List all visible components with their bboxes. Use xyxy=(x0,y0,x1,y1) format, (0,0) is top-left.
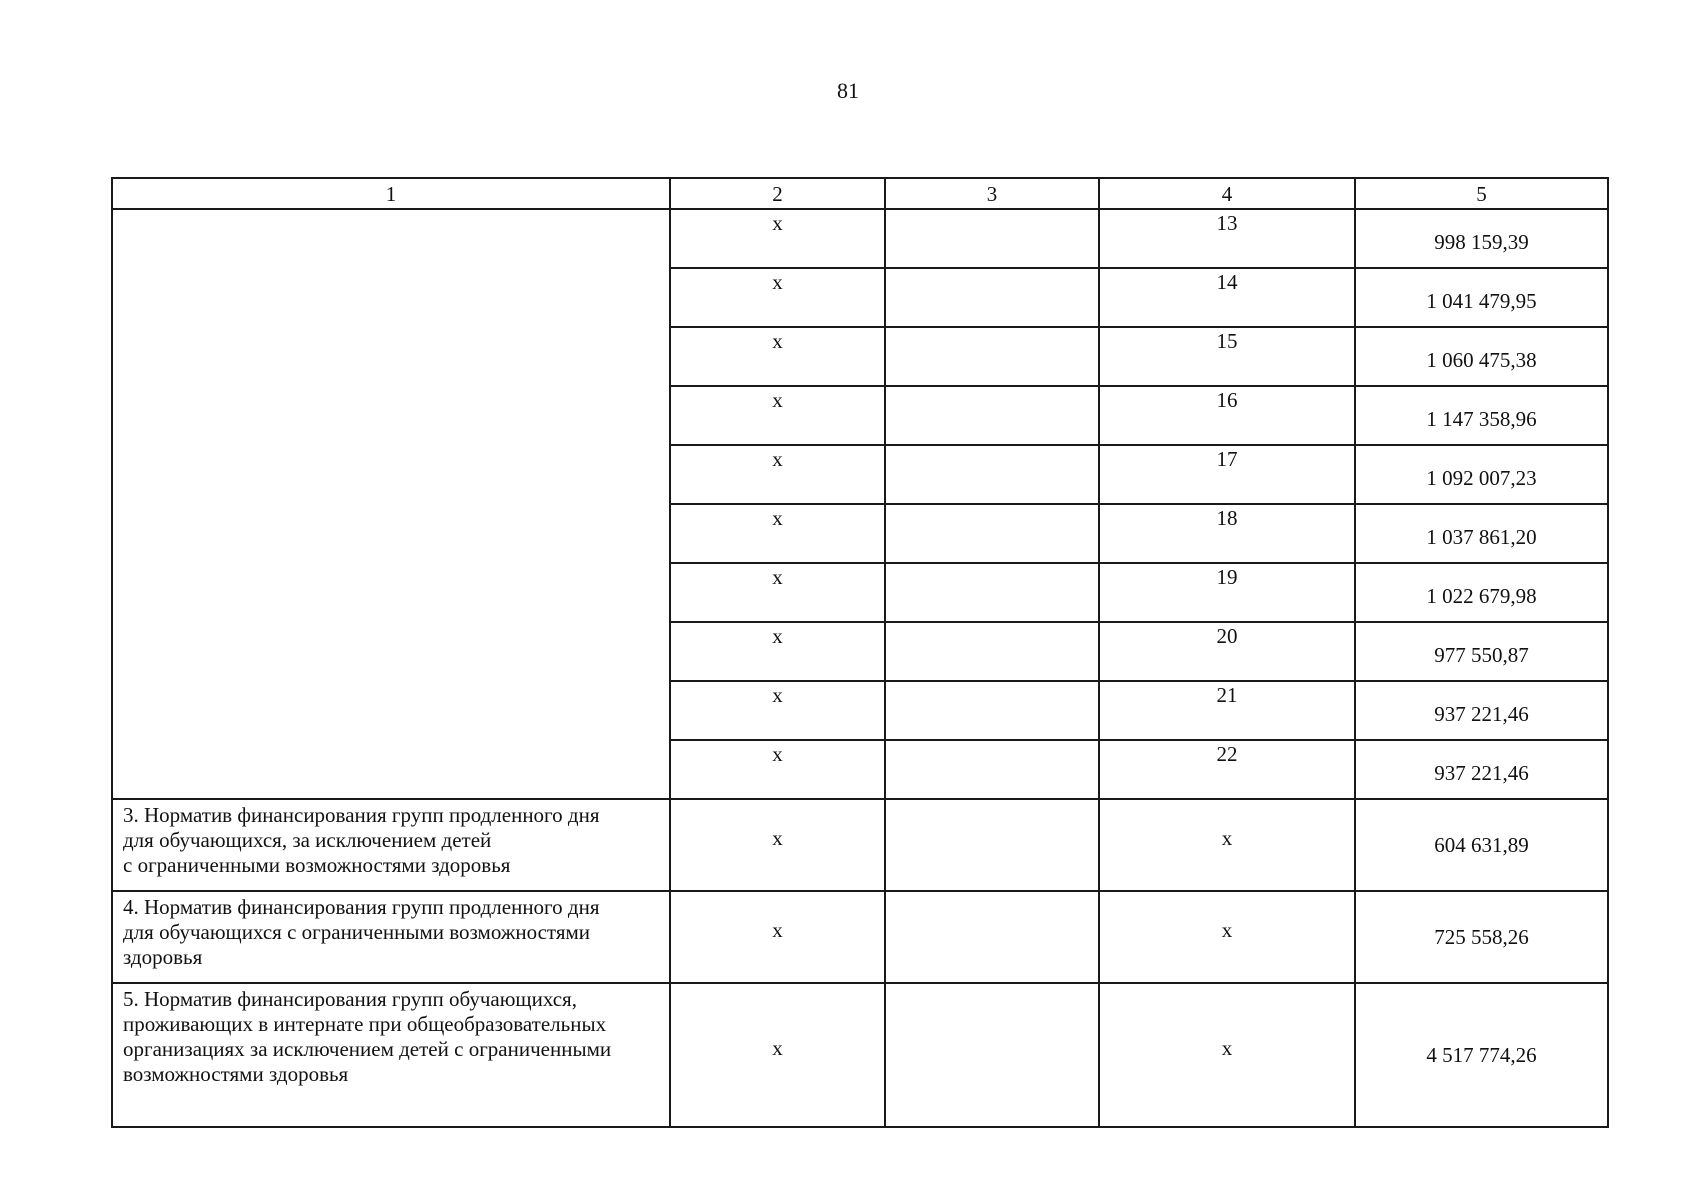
cell-col-2: х xyxy=(670,327,885,386)
cell-col-4: х xyxy=(1099,799,1355,891)
cell-col-5: 725 558,26 xyxy=(1355,891,1608,983)
cell-col-4: 17 xyxy=(1099,445,1355,504)
header-col-5: 5 xyxy=(1355,178,1608,209)
cell-col-3 xyxy=(885,386,1099,445)
cell-col-4: 19 xyxy=(1099,563,1355,622)
cell-col-3 xyxy=(885,891,1099,983)
norm-3-label xyxy=(112,799,670,891)
label-line: 3. Норматив финансирования групп продленного дня xyxy=(123,803,600,827)
label-line: 4. Норматив финансирования групп продленного дня xyxy=(123,895,600,919)
cell-col-4: 21 xyxy=(1099,681,1355,740)
cell-col-4: 16 xyxy=(1099,386,1355,445)
label-line: 5. Норматив финансирования групп обучающихся, xyxy=(123,987,577,1011)
cell-col-5: 1 041 479,95 xyxy=(1355,268,1608,327)
cell-col-3 xyxy=(885,504,1099,563)
cell-col-4: х xyxy=(1099,983,1355,1127)
cell-col-5: 4 517 774,26 xyxy=(1355,983,1608,1127)
cell-col-4: 14 xyxy=(1099,268,1355,327)
cell-col-2: х xyxy=(670,799,885,891)
cell-col-3 xyxy=(885,563,1099,622)
cell-col-2: х xyxy=(670,504,885,563)
header-col-3: 3 xyxy=(885,178,1099,209)
cell-col-5: 937 221,46 xyxy=(1355,681,1608,740)
norm-5-label xyxy=(112,983,670,1127)
cell-col-5: 977 550,87 xyxy=(1355,622,1608,681)
cell-col-3 xyxy=(885,209,1099,268)
cell-col-5: 604 631,89 xyxy=(1355,799,1608,891)
cell-col-5: 937 221,46 xyxy=(1355,740,1608,799)
cell-col-5: 1 060 475,38 xyxy=(1355,327,1608,386)
header-row xyxy=(112,178,1608,209)
cell-col-3 xyxy=(885,445,1099,504)
label-line: возможностями здоровья xyxy=(123,1062,349,1086)
cell-col-5: 1 147 358,96 xyxy=(1355,386,1608,445)
table-row-norm-3 xyxy=(112,799,1608,891)
cell-col-2: х xyxy=(670,563,885,622)
label-line: здоровья xyxy=(123,945,203,969)
label-line: организациях за исключением детей с ограниченными xyxy=(123,1037,612,1061)
cell-col-4: 15 xyxy=(1099,327,1355,386)
norms-table xyxy=(111,177,1609,1128)
cell-col-4: 20 xyxy=(1099,622,1355,681)
header-col-2: 2 xyxy=(670,178,885,209)
header-col-4: 4 xyxy=(1099,178,1355,209)
cell-col-2: х xyxy=(670,209,885,268)
cell-col-3 xyxy=(885,622,1099,681)
label-line: для обучающихся с ограниченными возможностями xyxy=(123,920,591,944)
cell-col-4: х xyxy=(1099,891,1355,983)
header-col-1: 1 xyxy=(112,178,670,209)
norm-4-label xyxy=(112,891,670,983)
cell-col-2: х xyxy=(670,386,885,445)
cell-col-3 xyxy=(885,983,1099,1127)
cell-col-5: 998 159,39 xyxy=(1355,209,1608,268)
cell-col-2: х xyxy=(670,740,885,799)
page-number: 81 xyxy=(837,78,859,103)
cell-col-3 xyxy=(885,799,1099,891)
cell-col-2: х xyxy=(670,622,885,681)
cell-col-3 xyxy=(885,681,1099,740)
cell-col-5: 1 037 861,20 xyxy=(1355,504,1608,563)
cell-col-4: 13 xyxy=(1099,209,1355,268)
label-line: проживающих в интернате при общеобразовательных xyxy=(123,1012,607,1036)
cell-col-2: х xyxy=(670,891,885,983)
cell-col-4: 22 xyxy=(1099,740,1355,799)
cell-col-2: х xyxy=(670,681,885,740)
table-row-norm-5 xyxy=(112,983,1608,1127)
table-row xyxy=(112,209,1608,268)
merged-label-cell xyxy=(112,209,670,799)
cell-col-2: х xyxy=(670,268,885,327)
cell-col-2: х xyxy=(670,445,885,504)
label-line: с ограниченными возможностями здоровья xyxy=(123,853,511,877)
cell-col-5: 1 092 007,23 xyxy=(1355,445,1608,504)
table-row-norm-4 xyxy=(112,891,1608,983)
label-line: для обучающихся, за исключением детей xyxy=(123,828,492,852)
cell-col-3 xyxy=(885,268,1099,327)
cell-col-2: х xyxy=(670,983,885,1127)
cell-col-3 xyxy=(885,740,1099,799)
cell-col-4: 18 xyxy=(1099,504,1355,563)
cell-col-5: 1 022 679,98 xyxy=(1355,563,1608,622)
cell-col-3 xyxy=(885,327,1099,386)
